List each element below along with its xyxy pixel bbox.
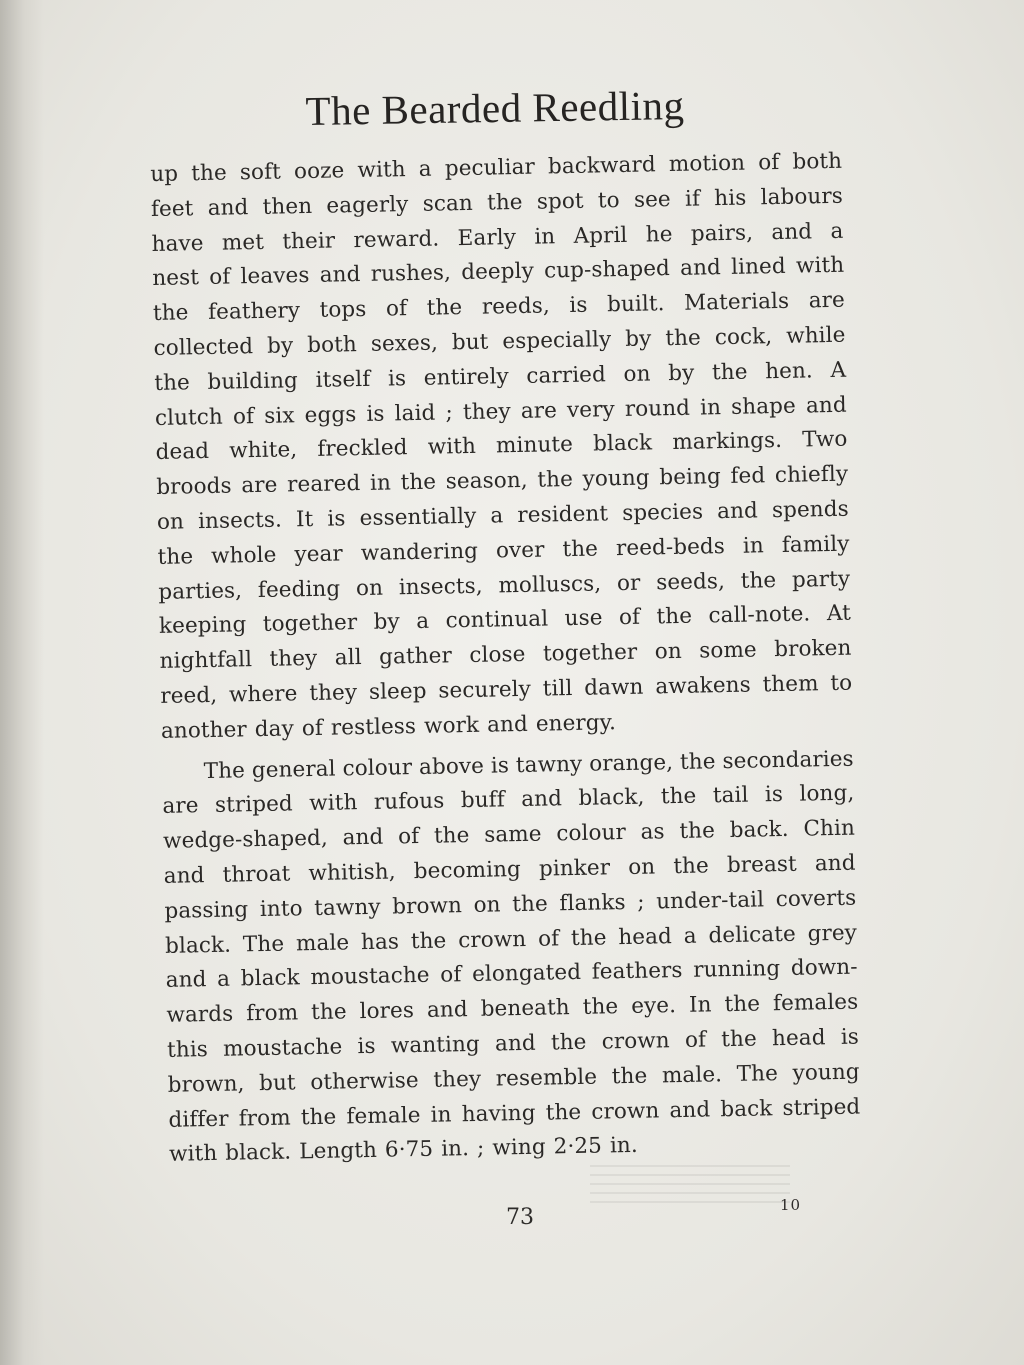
text-line: feet and then eagerly scan the spot to see if his labours — [150, 183, 844, 222]
text-line: this moustache is wanting and the crown of the head is — [166, 1024, 860, 1063]
paragraph-2 — [161, 742, 861, 1173]
text-line: are striped with rufous buff and black, the tail is long, — [162, 780, 855, 820]
text-line: clutch of six eggs is laid ; they are very round in shape and — [154, 392, 847, 431]
text-line: wedge-shaped, and of the same colour as the back. Chin — [162, 815, 856, 855]
text-line: on insects. It is essentially a resident species and spends — [156, 496, 849, 535]
running-head: The Bearded Reedling — [305, 82, 685, 134]
text-line: another day of restless work and energy. — [160, 709, 617, 744]
text-line: The general colour above is tawny orange, the secondaries — [203, 746, 854, 784]
text-line: the building itself is entirely carried on by the hen. A — [154, 357, 847, 396]
page-number: 73 — [506, 1205, 534, 1230]
text-line: wards from the lores and beneath the eye. In the females — [166, 989, 859, 1028]
body-text — [150, 145, 861, 1173]
text-line: reed, where they sleep securely till dawn awakens them to — [160, 670, 853, 709]
text-line: the whole year wandering over the reed-beds in family — [157, 531, 850, 570]
text-line: and a black moustache of elongated feathers running down- — [165, 954, 858, 994]
text-line: passing into tawny brown on the flanks ; under-tail coverts — [164, 885, 857, 924]
text-line: black. The male has the crown of the head a delicate grey — [164, 920, 858, 959]
text-line: parties, feeding on insects, molluscs, or seeds, the party — [158, 566, 851, 605]
text-line: keeping together by a continual use of the call-note. At — [158, 600, 852, 640]
text-line: dead white, freckled with minute black markings. Two — [155, 427, 848, 466]
signature-mark: 10 — [780, 1196, 802, 1214]
text-line: nightfall they all gather close together on some broken — [159, 635, 852, 675]
text-line: have met their reward. Early in April he pairs, and a — [151, 218, 844, 257]
show-through-text — [590, 1165, 790, 1205]
text-line: the feathery tops of the reeds, is built. Materials are — [152, 287, 846, 327]
text-line: and throat whitish, becoming pinker on the breast and — [163, 850, 856, 889]
text-line: broods are reared in the season, the young being fed chiefly — [156, 461, 849, 501]
paragraph-1 — [150, 145, 853, 750]
text-line: up the soft ooze with a peculiar backward motion of both — [150, 148, 843, 187]
gutter-shadow — [0, 0, 44, 1365]
text-line: with black. Length 6·75 in. ; wing 2·25 in. — [168, 1133, 639, 1168]
text-line: collected by both sexes, but especially by the cock, while — [153, 322, 846, 361]
text-line: differ from the female in having the crown and back striped — [168, 1094, 861, 1133]
text-line: brown, but otherwise they resemble the male. The young — [167, 1059, 860, 1098]
text-line: nest of leaves and rushes, deeply cup-shaped and lined with — [152, 253, 845, 292]
